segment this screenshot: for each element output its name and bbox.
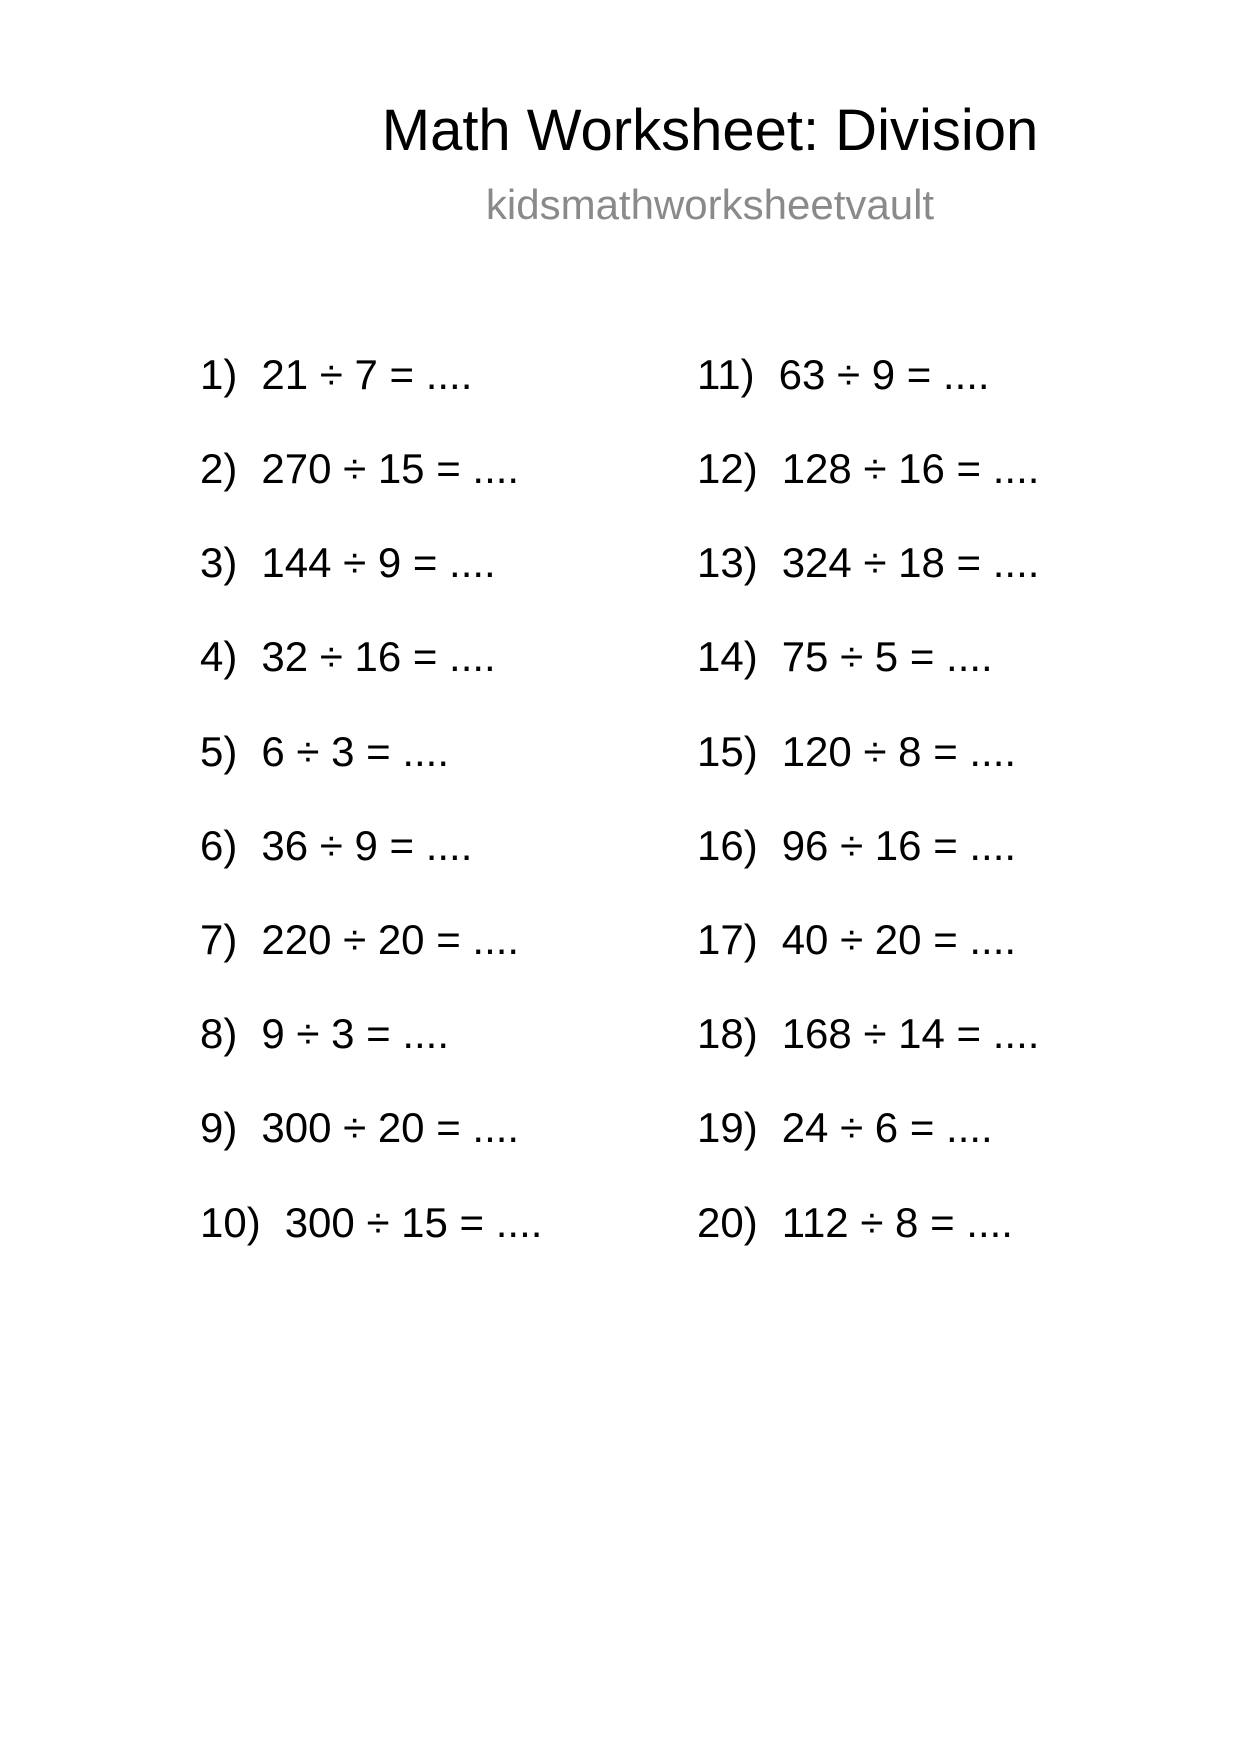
problem-item <box>200 1198 542 1248</box>
problem-expression: 63 ÷ 9 = .... <box>778 351 990 398</box>
problem-number: 9) <box>200 1104 238 1151</box>
problem-number: 12) <box>697 445 758 492</box>
problem-number: 7) <box>200 916 238 963</box>
problem-item <box>200 821 472 871</box>
problem-expression: 270 ÷ 15 = .... <box>261 445 520 492</box>
worksheet-title: Math Worksheet: Division <box>381 98 1039 163</box>
problem-number: 11) <box>697 351 755 398</box>
problem-number: 3) <box>200 539 238 586</box>
problem-number: 8) <box>200 1010 238 1057</box>
problem-expression: 32 ÷ 16 = .... <box>261 633 496 680</box>
problem-expression: 9 ÷ 3 = .... <box>261 1010 450 1057</box>
problem-expression: 21 ÷ 7 = .... <box>261 351 473 398</box>
problem-expression: 112 ÷ 8 = .... <box>781 1199 1013 1246</box>
problem-number: 16) <box>697 822 758 869</box>
problem-expression: 220 ÷ 20 = .... <box>261 916 520 963</box>
problem-item <box>697 915 1016 965</box>
problem-number: 13) <box>697 539 758 586</box>
problem-number: 19) <box>697 1104 758 1151</box>
problem-item <box>697 1103 993 1153</box>
problem-number: 2) <box>200 445 238 492</box>
problem-item <box>200 632 496 682</box>
problem-item <box>200 727 449 777</box>
problem-number: 5) <box>200 728 238 775</box>
problem-expression: 120 ÷ 8 = .... <box>781 728 1017 775</box>
problem-expression: 40 ÷ 20 = .... <box>781 916 1017 963</box>
problem-expression: 300 ÷ 15 = .... <box>284 1199 543 1246</box>
problem-expression: 300 ÷ 20 = .... <box>261 1104 520 1151</box>
problem-item <box>697 444 1039 494</box>
worksheet-subtitle: kidsmathworksheetvault <box>485 181 935 228</box>
problem-number: 17) <box>697 916 758 963</box>
problem-item <box>200 538 496 588</box>
problem-item <box>697 632 993 682</box>
problem-number: 6) <box>200 822 238 869</box>
problem-expression: 96 ÷ 16 = .... <box>781 822 1017 869</box>
problem-number: 15) <box>697 728 758 775</box>
problem-item <box>200 1009 449 1059</box>
problem-expression: 24 ÷ 6 = .... <box>781 1104 993 1151</box>
problem-item <box>200 1103 519 1153</box>
problem-item <box>200 915 519 965</box>
problem-expression: 6 ÷ 3 = .... <box>261 728 450 775</box>
problem-number: 4) <box>200 633 238 680</box>
problem-expression: 168 ÷ 14 = .... <box>781 1010 1040 1057</box>
problem-number: 20) <box>697 1199 758 1246</box>
problem-expression: 36 ÷ 9 = .... <box>261 822 473 869</box>
problem-number: 10) <box>200 1199 261 1246</box>
problem-item <box>697 538 1039 588</box>
problem-item <box>200 350 472 400</box>
problem-number: 1) <box>200 351 238 398</box>
problem-item <box>697 350 990 400</box>
problem-expression: 324 ÷ 18 = .... <box>781 539 1040 586</box>
problem-item <box>697 1198 1013 1248</box>
problem-item <box>697 821 1016 871</box>
problem-number: 14) <box>697 633 758 680</box>
problem-expression: 128 ÷ 16 = .... <box>781 445 1040 492</box>
problem-number: 18) <box>697 1010 758 1057</box>
problem-expression: 75 ÷ 5 = .... <box>781 633 993 680</box>
problem-item <box>200 444 519 494</box>
problem-expression: 144 ÷ 9 = .... <box>261 539 496 586</box>
problem-item <box>697 727 1016 777</box>
problem-item <box>697 1009 1039 1059</box>
